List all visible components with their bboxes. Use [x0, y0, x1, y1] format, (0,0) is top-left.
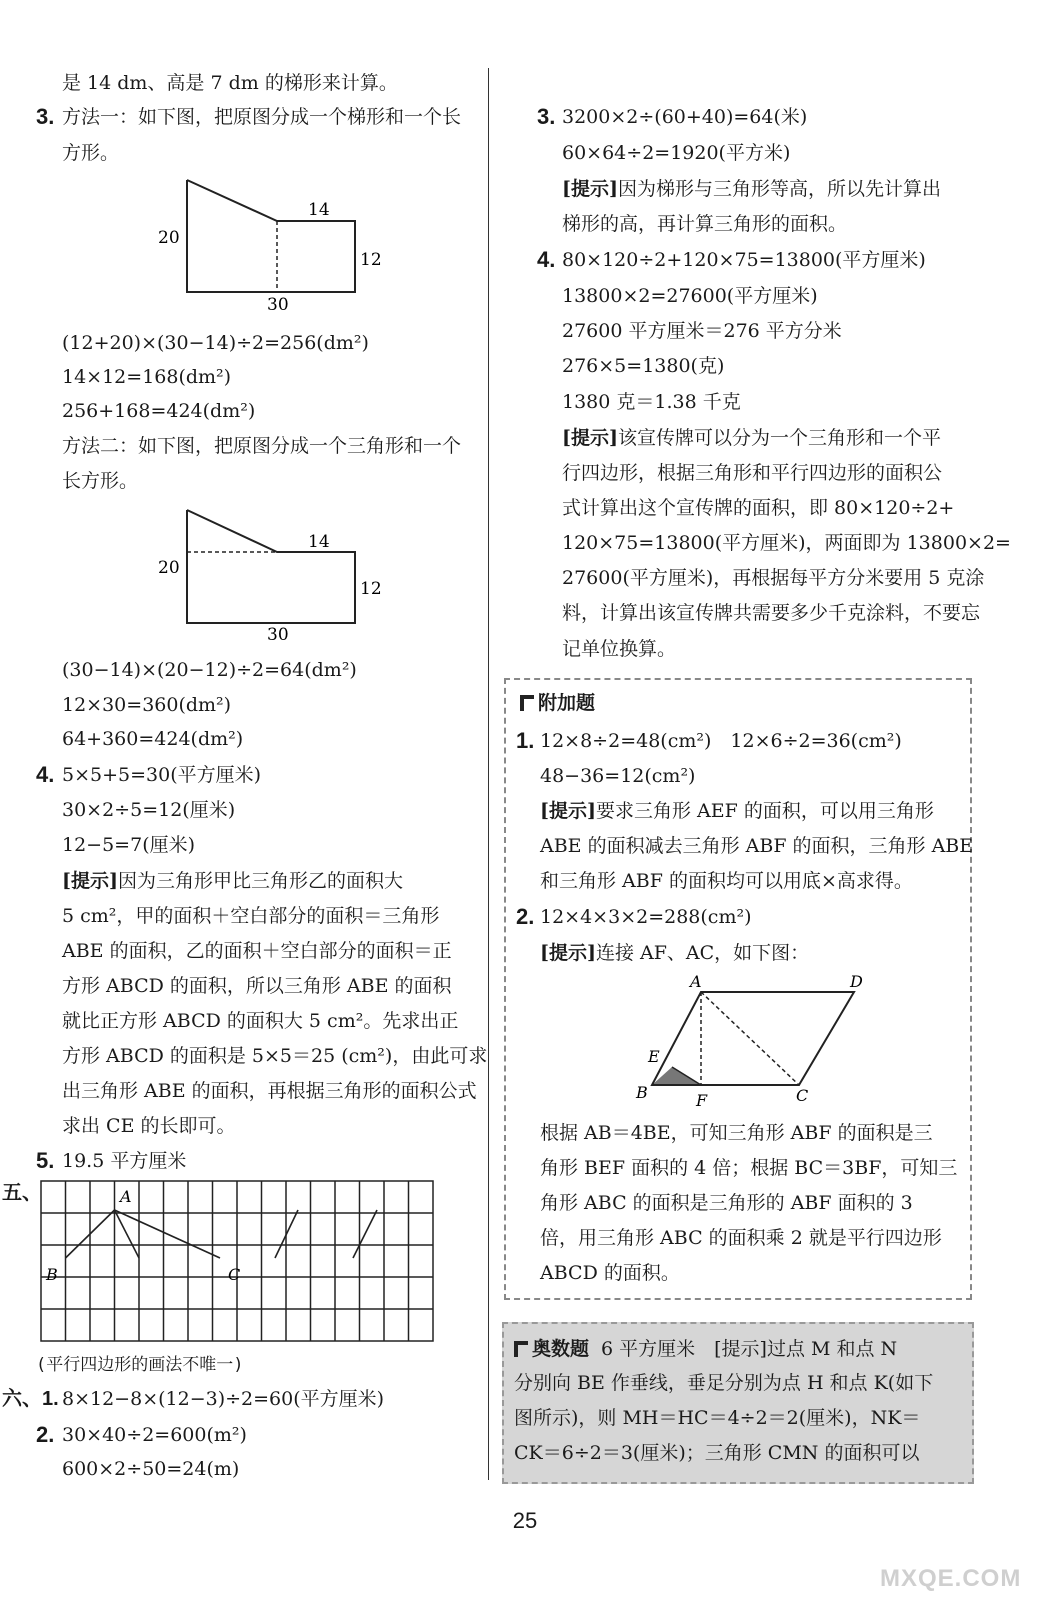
text-line: (30−14)×(20−12)÷2=64(dm²): [62, 659, 357, 681]
text-line: CK＝6÷2＝3(厘米)；三角形 CMN 的面积可以: [514, 1442, 920, 1464]
text-line: 12×8÷2=48(cm²) 12×6÷2=36(cm²): [540, 730, 902, 752]
column-divider: [488, 68, 489, 1480]
text-line: 方法一：如下图，把原图分成一个梯形和一个长: [62, 106, 462, 128]
fig1-label: 30: [267, 295, 289, 315]
text-line: 式计算出这个宣传牌的面积，即 80×120÷2+: [562, 497, 955, 519]
fig2-label: 30: [267, 625, 289, 645]
hint-text: 该宣传牌可以分为一个三角形和一个平: [617, 427, 941, 449]
text-line: 角形 ABC 的面积是三角形的 ABF 面积的 3: [540, 1192, 913, 1214]
pg-label: F: [696, 1091, 708, 1110]
text-line: 方形。: [62, 142, 120, 164]
hint-text: 要求三角形 AEF 的面积，可以用三角形: [595, 800, 934, 822]
text-line: 80×120÷2+120×75=13800(平方厘米): [562, 249, 926, 271]
hint-line: [540, 940, 809, 966]
text-line: 梯形的高，再计算三角形的面积。: [562, 213, 848, 235]
hint-line: [62, 868, 403, 894]
grid-label: A: [120, 1187, 132, 1206]
text-line: 料，计算出该宣传牌共需要多少千克涂料，不要忘: [562, 602, 981, 624]
text-line: 是 14 dm、高是 7 dm 的梯形来计算。: [62, 72, 398, 94]
text-line: 图所示)，则 MH＝HC＝4÷2＝2(厘米)，NK＝: [514, 1407, 921, 1429]
text-line: 27600(平方厘米)，再根据每平方分米要用 5 克涂: [562, 567, 985, 589]
fig1-label: 12: [360, 250, 382, 270]
hint-text: 连接 AF、AC，如下图：: [595, 942, 810, 964]
text-line: 48−36=12(cm²): [540, 765, 696, 787]
grid-label: C: [228, 1265, 241, 1284]
text-line: 12×4×3×2=288(cm²): [540, 906, 752, 928]
section-label: 五、: [2, 1182, 42, 1204]
question-number: 4.: [537, 247, 556, 272]
grid-figure: [40, 1180, 440, 1350]
note-line: (平行四边形的画法不唯一): [36, 1355, 244, 1375]
text-line: ABE 的面积减去三角形 ABF 的面积，三角形 ABE: [540, 835, 974, 857]
text-line: ABCD 的面积。: [540, 1262, 680, 1284]
text-line: 就比正方形 ABCD 的面积大 5 cm²。先求出正: [62, 1010, 459, 1032]
text-line: 方形 ABCD 的面积，所以三角形 ABE 的面积: [62, 975, 452, 997]
hint-tag: [提示]: [562, 427, 618, 449]
question-number: 2.: [36, 1422, 55, 1447]
text-line: 276×5=1380(克): [562, 355, 725, 377]
section-label: 六、1.: [2, 1388, 59, 1410]
trapezoid-figure-2: [150, 500, 390, 645]
text-line: 5 cm²，甲的面积＋空白部分的面积＝三角形: [62, 905, 440, 927]
text-line: (12+20)×(30−14)÷2=256(dm²): [62, 332, 369, 354]
hint-line: [562, 425, 941, 451]
text-line: 27600 平方厘米＝276 平方分米: [562, 320, 842, 342]
fig2-label: 20: [158, 558, 180, 578]
text-line: 角形 BEF 面积的 4 倍；根据 BC＝3BF，可知三: [540, 1157, 958, 1179]
text-line: 方形 ABCD 的面积是 5×5＝25 (cm²)，由此可求: [62, 1045, 488, 1067]
watermark: MXQE.COM: [880, 1565, 1022, 1592]
pg-label: C: [796, 1086, 809, 1105]
page-number: 25: [512, 1508, 538, 1533]
pg-label: D: [850, 972, 863, 991]
text-line: 12−5=7(厘米): [62, 834, 196, 856]
text-line: 13800×2=27600(平方厘米): [562, 285, 818, 307]
text-line: 14×12=168(dm²): [62, 366, 232, 388]
text-line: 3200×2÷(60+40)=64(米): [562, 106, 808, 128]
text-line: 19.5 平方厘米: [62, 1150, 187, 1172]
question-number: 4.: [36, 762, 55, 787]
text-line: ABE 的面积，乙的面积＋空白部分的面积＝正: [62, 940, 452, 962]
text-line: 求出 CE 的长即可。: [62, 1115, 236, 1137]
question-number: 3.: [537, 104, 556, 129]
text-line: 256+168=424(dm²): [62, 400, 256, 422]
text-line: 分别向 BE 作垂线，垂足分别为点 H 和点 K(如下: [514, 1372, 934, 1394]
section-bracket-icon: [520, 695, 534, 711]
text-line: 长方形。: [62, 470, 139, 492]
fig1-label: 20: [158, 228, 180, 248]
question-number: 1.: [516, 728, 535, 753]
hint-text: 因为梯形与三角形等高，所以先计算出: [617, 178, 941, 200]
text-line: 1380 克＝1.38 千克: [562, 391, 741, 413]
fig1-label: 14: [308, 200, 330, 220]
text-line: 64+360=424(dm²): [62, 728, 244, 750]
text-line: 行四边形，根据三角形和平行四边形的面积公: [562, 462, 943, 484]
text-line: 120×75=13800(平方厘米)，两面即为 13800×2=: [562, 532, 1011, 554]
question-number: 5.: [36, 1148, 55, 1173]
grid-label: B: [46, 1265, 58, 1284]
parallelogram-figure: [630, 970, 870, 1110]
text-line: 600×2÷50=24(m): [62, 1458, 240, 1480]
fig2-label: 12: [360, 579, 382, 599]
text-line: 根据 AB＝4BE，可知三角形 ABF 的面积是三: [540, 1122, 933, 1144]
text-line: 方法二：如下图，把原图分成一个三角形和一个: [62, 435, 462, 457]
fig2-label: 14: [308, 532, 330, 552]
text-line: 5×5+5=30(平方厘米): [62, 764, 262, 786]
text-line: 倍，用三角形 ABC 的面积乘 2 就是平行四边形: [540, 1227, 942, 1249]
hint-tag: [提示]: [62, 870, 118, 892]
text-line: 30×2÷5=12(厘米): [62, 799, 236, 821]
question-number: 3.: [36, 104, 55, 129]
hint-line: [562, 176, 941, 202]
text-line: 记单位换算。: [562, 638, 677, 660]
trapezoid-figure-1: [150, 175, 390, 315]
pg-label: B: [636, 1083, 648, 1102]
text-line: 8×12−8×(12−3)÷2=60(平方厘米): [62, 1388, 385, 1410]
text-line: 和三角形 ABF 的面积均可以用底×高求得。: [540, 870, 913, 892]
hint-tag: [提示]: [562, 178, 618, 200]
olympiad-line: 奥数题 6 平方厘米 [提示]过点 M 和点 N: [514, 1336, 897, 1363]
question-number: 2.: [516, 904, 535, 929]
section-bracket-icon: [514, 1341, 528, 1357]
text-line: 60×64÷2=1920(平方米): [562, 142, 791, 164]
text-line: 30×40÷2=600(m²): [62, 1424, 247, 1446]
hint-tag: [提示]: [540, 942, 596, 964]
hint-line: [540, 798, 934, 824]
text-line: 出三角形 ABE 的面积，再根据三角形的面积公式: [62, 1080, 477, 1102]
hint-tag: [提示]: [540, 800, 596, 822]
pg-label: A: [690, 972, 702, 991]
hint-text: 因为三角形甲比三角形乙的面积大: [117, 870, 403, 892]
extra-title: 附加题: [520, 690, 595, 717]
pg-label: E: [648, 1047, 660, 1066]
text-line: 12×30=360(dm²): [62, 694, 232, 716]
